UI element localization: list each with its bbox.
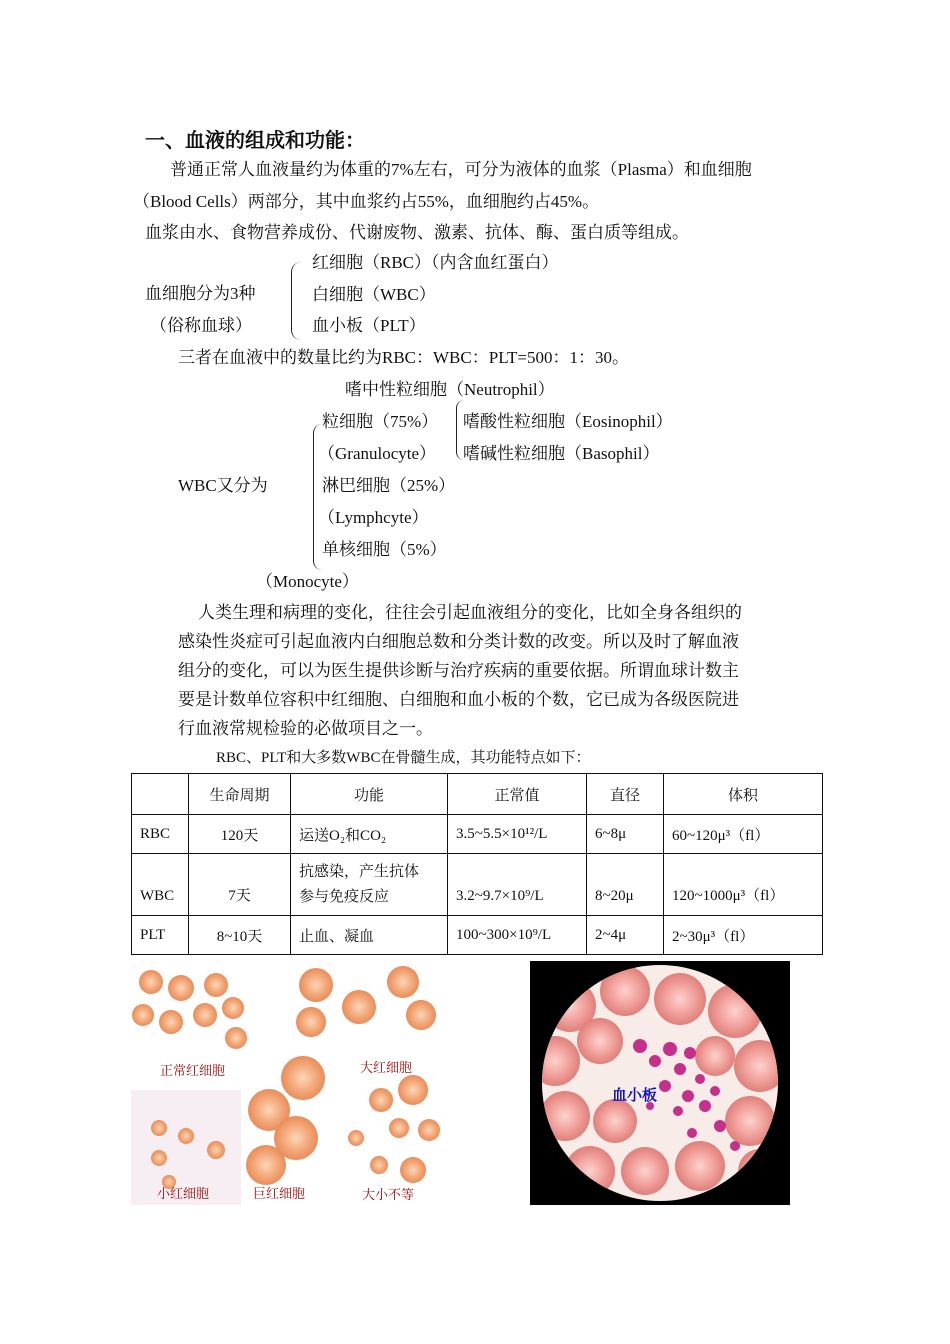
wbc-lymph: 淋巴细胞（25%） xyxy=(322,476,456,495)
table-header-row xyxy=(132,774,823,815)
cell-function: 运送O₂和CO₂ xyxy=(291,815,448,854)
cell-volume: 2~30μ³（fl） xyxy=(664,916,823,955)
blood-cell-item: 白细胞（WBC） xyxy=(312,285,436,304)
table-header-cell: 体积 xyxy=(664,774,823,815)
paragraph-line: 组分的变化，可以为医生提供诊断与治疗疾病的重要依据。所谓血球计数主 xyxy=(178,661,739,680)
platelet-label: 血小板 xyxy=(612,1086,658,1104)
label-anisocytosis: 大小不等 xyxy=(362,1188,415,1203)
cell-life: 8~10天 xyxy=(189,916,291,955)
cell-diameter: 8~20μ xyxy=(587,854,664,916)
table-row xyxy=(132,854,823,916)
blood-cell-item: 红细胞（RBC）（内含血红蛋白） xyxy=(312,253,559,272)
intro-line-1: 普通正常人血液量约为体重的7%左右，可分为液体的血浆（Plasma）和血细胞 xyxy=(170,160,752,179)
cell-function xyxy=(291,854,448,916)
blood-cells-label: 血细胞分为3种 xyxy=(145,284,256,303)
cell-function-line: 抗感染，产生抗体 xyxy=(299,863,420,880)
large-rbc-cells xyxy=(296,966,436,1037)
cell-name: PLT xyxy=(132,916,189,955)
table-header-cell: 生命周期 xyxy=(189,774,291,815)
wbc-mono-en: （Monocyte） xyxy=(256,572,359,591)
cell-name: RBC xyxy=(132,815,189,854)
wbc-lymph-en: （Lymphcyte） xyxy=(318,508,429,527)
table-header-cell: 功能 xyxy=(291,774,448,815)
normal-rbc-cells xyxy=(132,970,247,1049)
table-header-cell xyxy=(132,774,189,815)
giant-rbc-cells xyxy=(246,1056,325,1185)
blood-cells-sublabel: （俗称血球） xyxy=(150,316,252,335)
cell-volume: 120~1000μ³（fl） xyxy=(664,854,823,916)
cell-function-line: 参与免疫反应 xyxy=(299,888,390,905)
cell-function: 止血、凝血 xyxy=(291,916,448,955)
wbc-eosinophil: 嗜酸性粒细胞（Eosinophil） xyxy=(463,412,673,431)
intro-line-3: 血浆由水、食物营养成份、代谢废物、激素、抗体、酶、蛋白质等组成。 xyxy=(145,223,689,242)
cell-volume: 60~120μ³（fl） xyxy=(664,815,823,854)
anisocytosis-cells xyxy=(348,1075,440,1183)
cell-normal: 3.2~9.7×10⁹/L xyxy=(448,854,587,916)
wbc-label: WBC又分为 xyxy=(178,476,268,495)
cell-life: 7天 xyxy=(189,854,291,916)
body-paragraph xyxy=(178,598,818,743)
wbc-neutrophil: 嗜中性粒细胞（Neutrophil） xyxy=(345,380,555,399)
paragraph-line: 感染性炎症可引起血液内白细胞总数和分类计数的改变。所以及时了解血液 xyxy=(178,632,739,651)
table-header-cell: 正常值 xyxy=(448,774,587,815)
blood-cell-item: 血小板（PLT） xyxy=(312,316,426,335)
wbc-basophil: 嗜碱性粒细胞（Basophil） xyxy=(463,444,660,463)
cell-normal: 100~300×10⁹/L xyxy=(448,916,587,955)
cell-life: 120天 xyxy=(189,815,291,854)
wbc-mono: 单核细胞（5%） xyxy=(322,540,447,559)
cell-normal: 3.5~5.5×10¹²/L xyxy=(448,815,587,854)
label-microcyte: 小红细胞 xyxy=(157,1187,210,1202)
cell-name: WBC xyxy=(132,854,189,916)
brace-blood-cells xyxy=(291,262,302,340)
rbc-morphology-figure xyxy=(131,960,441,1205)
cell-diameter: 6~8μ xyxy=(587,815,664,854)
table-row xyxy=(132,815,823,854)
wbc-granulocyte-en: （Granulocyte） xyxy=(318,444,437,463)
paragraph-line: 要是计数单位容积中红细胞、白细胞和血小板的个数，它已成为各级医院进 xyxy=(178,690,739,709)
paragraph-line: 行血液常规检验的必做项目之一。 xyxy=(178,719,433,738)
intro-line-2: （Blood Cells）两部分，其中血浆约占55%，血细胞约占45%。 xyxy=(133,192,600,211)
table-caption: RBC、PLT和大多数WBC在骨髓生成，其功能特点如下： xyxy=(216,750,591,766)
platelet-micrograph xyxy=(530,961,790,1205)
cell-ratio: 三者在血液中的数量比约为RBC：WBC：PLT=500：1：30。 xyxy=(178,348,629,367)
table-row xyxy=(132,916,823,955)
table-header-cell: 直径 xyxy=(587,774,664,815)
label-normal-rbc: 正常红细胞 xyxy=(160,1064,226,1079)
label-macrocyte: 大红细胞 xyxy=(360,1061,413,1076)
cell-diameter: 2~4μ xyxy=(587,916,664,955)
blood-cell-table xyxy=(131,773,823,955)
paragraph-line: 人类生理和病理的变化，往往会引起血液组分的变化，比如全身各组织的 xyxy=(198,603,742,622)
wbc-granulocyte: 粒细胞（75%） xyxy=(322,412,439,431)
label-megalocyte: 巨红细胞 xyxy=(253,1187,306,1202)
brace-wbc xyxy=(313,424,322,570)
section-heading: 一、血液的组成和功能： xyxy=(145,128,365,152)
